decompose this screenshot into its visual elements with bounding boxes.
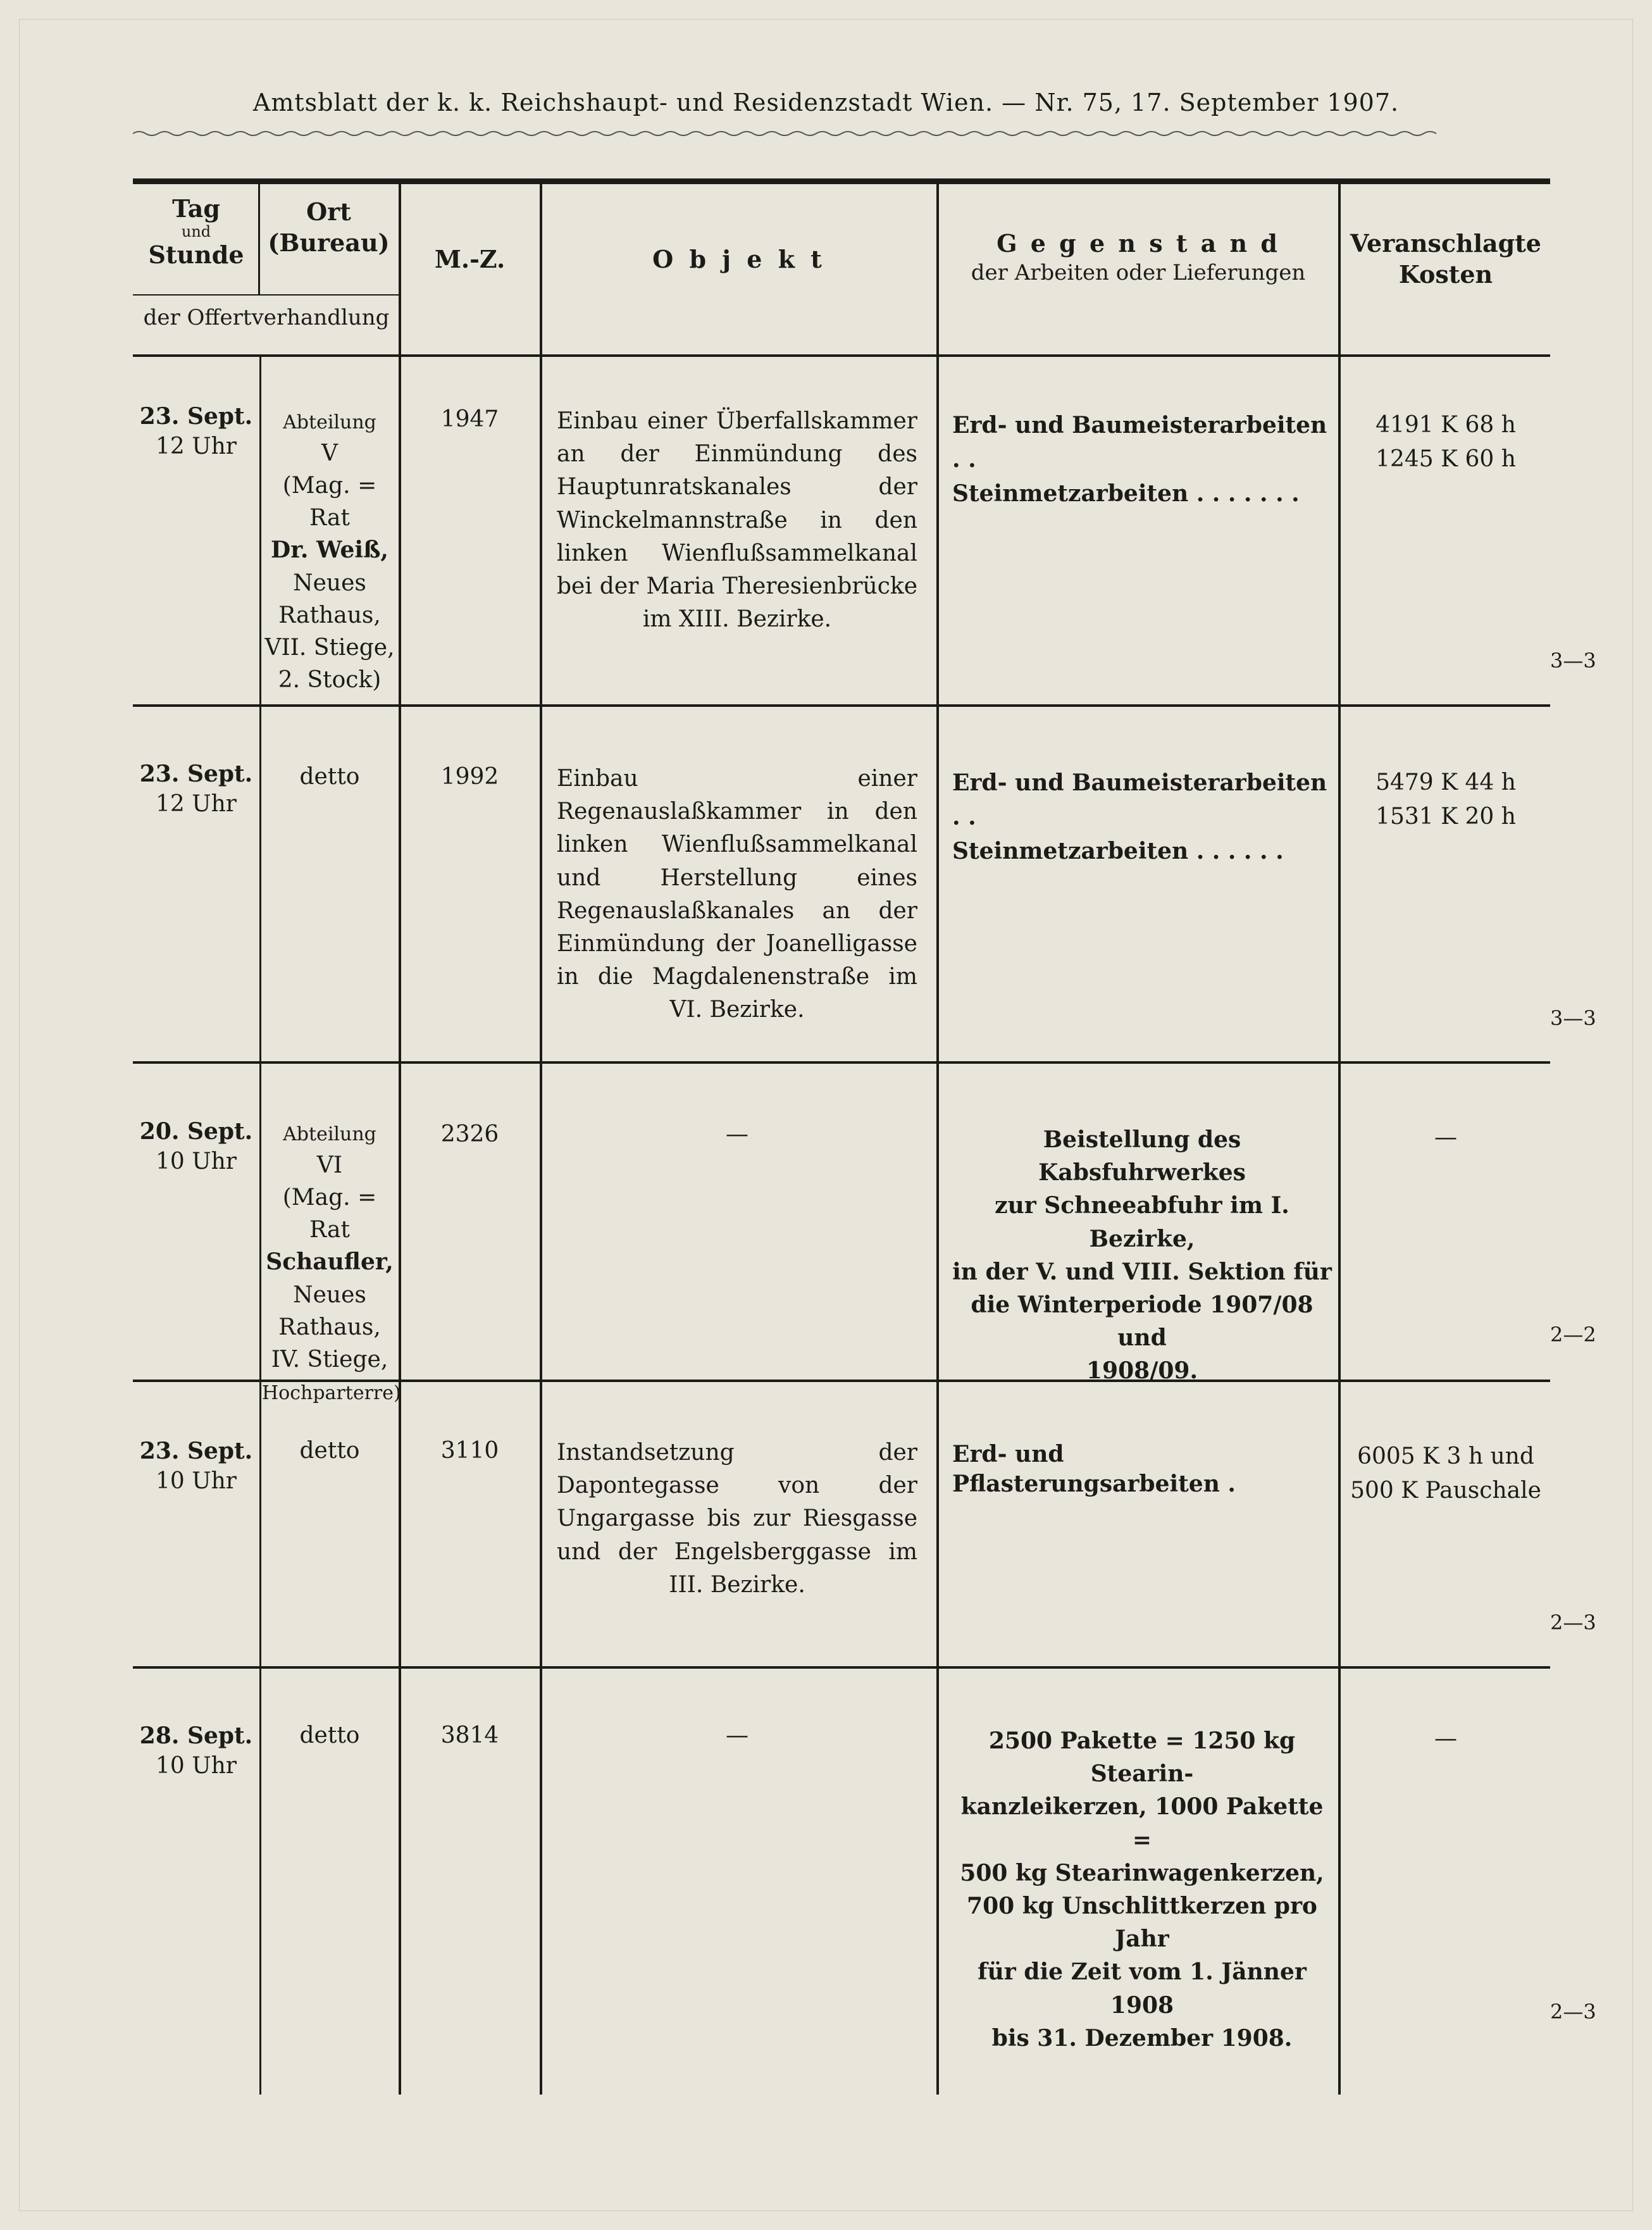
col-header-gegenstand [940,228,1337,287]
row-ort: detto [299,1438,360,1464]
row-code: 2—2 [1550,1323,1596,1347]
row-kosten [1345,766,1547,834]
row-ort-line: Rathaus, [278,602,381,628]
header-col-divider [258,184,260,294]
row-gegenstand [949,1724,1335,2055]
row-date: 20. Sept. [139,1118,253,1145]
row-gegenstand [952,408,1332,511]
row-gegenstand-line: die Winterperiode 1907/08 und [971,1291,1314,1352]
row-gegenstand-line: Erd- und Baumeisterarbeiten . . [952,412,1327,473]
col-header-tag-line2: Stunde [148,240,244,270]
row-mz: 1992 [440,764,499,790]
row-gegenstand-line: kanzleikerzen, 1000 Pakette = [960,1793,1324,1853]
row-ort-line: (Mag. = Rat [282,1185,377,1243]
row-ort-line: Dr. Weiß, [271,537,388,564]
row-kosten [1345,1440,1547,1508]
row-kosten-line: 6005 K 3 h und [1357,1443,1534,1469]
row-ort-line: Abteilung [283,1123,376,1145]
col-divider [1338,184,1341,2095]
col-header-kosten [1341,228,1550,290]
row-code: 3—3 [1550,1006,1596,1030]
col-divider [540,184,542,2095]
row-time: 10 Uhr [156,1752,237,1779]
col-header-tag-line1: Tag [172,194,220,223]
row-divider [133,1061,1550,1064]
row-objekt: — [726,1121,748,1147]
col-header-tag [136,193,256,271]
header-bottom-rule [133,354,1550,357]
row-ort-line: Schaufler, [266,1249,394,1276]
row-ort-line: 2. Stock) [278,666,382,693]
page-header: Amtsblatt der k. k. Reichshaupt- und Residenzstadt Wien. — Nr. 75, 17. September 1907. [252,89,1400,116]
col-header-ort-line1: Ort [306,197,351,226]
col-header-gegenstand-title: G e g e n s t a n d [997,229,1280,258]
row-gegenstand-line: Beistellung des Kabsfuhrwerkes [1038,1126,1246,1187]
table-row-date [136,759,256,819]
row-mz: 1947 [440,406,499,432]
row-ort-line: V [321,440,338,467]
col-header-objekt: O b j e k t [652,245,826,273]
col-divider [259,354,261,2095]
col-header-kosten-line1: Veranschlagte [1350,229,1541,258]
row-divider [133,704,1550,707]
row-gegenstand-line: zur Schneeabfuhr im I. Bezirke, [995,1192,1289,1252]
row-ort-line: IV. Stiege, [271,1346,388,1373]
row-mz: 3814 [440,1722,499,1748]
row-ort-line: Hochparterre) [262,1381,401,1404]
table-row-date [136,1117,256,1177]
table-row-date [136,1436,256,1497]
row-ort [262,405,397,696]
row-ort [262,1117,401,1408]
row-mz: 2326 [440,1121,499,1147]
row-ort-line: Rathaus, [278,1314,381,1340]
col-divider [936,184,939,2095]
table-row-date [136,1721,256,1781]
col-header-ort [261,196,397,259]
row-ort-line: VI [316,1152,343,1179]
col-divider [399,184,401,2095]
row-ort-line: (Mag. = Rat [282,473,377,532]
row-gegenstand-line: in der V. und VIII. Sektion für [952,1258,1332,1285]
row-ort-line: Abteilung [283,411,376,433]
row-objekt: Einbau einer Überfallskammer an der Einmündung des Hauptunratskanales der Winckelmannstraße in den linken Wienflußsammelkanal bei der Maria Theresienbrücke im XIII. Bezirke. [557,408,917,633]
row-gegenstand: Erd- und Pflasterungsarbeiten . [952,1441,1236,1497]
row-kosten-line: 1245 K 60 h [1376,446,1516,472]
row-kosten-line: 5479 K 44 h [1376,769,1516,795]
row-date: 23. Sept. [139,1438,253,1464]
row-kosten [1345,408,1547,477]
row-gegenstand-line: für die Zeit vom 1. Jänner 1908 [978,1959,1307,2019]
row-gegenstand-line: 500 kg Stearinwagenkerzen, [960,1859,1324,1886]
row-date: 23. Sept. [139,403,253,430]
row-divider [133,1666,1550,1669]
row-code: 2—3 [1550,2000,1596,2024]
row-code: 3—3 [1550,649,1596,673]
row-time: 10 Uhr [156,1467,237,1494]
row-kosten: — [1434,1726,1457,1752]
row-ort-line: VII. Stiege, [264,634,395,661]
decorative-wavy-rule [133,130,1443,137]
table-top-rule [133,178,1550,184]
row-time: 12 Uhr [156,790,237,817]
header-sub-rule [133,294,399,296]
row-gegenstand [949,1123,1335,1388]
row-gegenstand-line: Steinmetzarbeiten . . . . . . [952,838,1284,864]
row-ort: detto [299,1722,360,1748]
row-gegenstand [952,766,1332,868]
row-kosten-line: 500 K Pauschale [1350,1478,1541,1504]
row-time: 12 Uhr [156,433,237,459]
row-objekt: Einbau einer Regenauslaßkammer in den linken Wienflußsammelkanal und Herstellung eines Regenauslaßkanales an der Einmündung der Joanelligasse in die Magdalenenstraße im VI. Bezirke. [557,766,917,1023]
row-code: 2—3 [1550,1610,1596,1635]
row-time: 10 Uhr [156,1148,237,1174]
row-ort: detto [299,764,360,790]
row-date: 28. Sept. [139,1722,253,1749]
row-gegenstand-line: 2500 Pakette = 1250 kg Stearin- [988,1728,1296,1788]
row-gegenstand-line: bis 31. Dezember 1908. [991,2024,1293,2052]
col-header-gegenstand-sub: der Arbeiten oder Lieferungen [971,260,1306,286]
col-header-ort-line2: (Bureau) [268,228,390,258]
row-gegenstand-line: 1908/09. [1086,1357,1198,1385]
row-date: 23. Sept. [139,761,253,787]
col-header-mz: M.-Z. [434,245,506,273]
row-gegenstand-line: 700 kg Unschlittkerzen pro Jahr [967,1892,1317,1953]
table-row-date [136,402,256,462]
row-ort-line: Neues [293,570,366,596]
col-header-tag-und: und [181,223,211,241]
col-header-sub: der Offertverhandlung [143,305,390,330]
row-kosten: — [1434,1124,1457,1150]
row-mz: 3110 [440,1438,499,1464]
row-gegenstand-line: Steinmetzarbeiten . . . . . . . [952,480,1300,507]
row-kosten-line: 1531 K 20 h [1376,804,1516,830]
row-objekt: — [726,1722,748,1748]
col-header-kosten-line2: Kosten [1398,260,1493,289]
row-objekt: Instandsetzung der Dapontegasse von der Ungargasse bis zur Riesgasse und der Engelsberggasse im III. Bezirke. [557,1440,917,1598]
row-gegenstand-line: Erd- und Baumeisterarbeiten . . [952,769,1327,830]
row-ort-line: Neues [293,1281,366,1308]
row-kosten-line: 4191 K 68 h [1376,412,1516,438]
